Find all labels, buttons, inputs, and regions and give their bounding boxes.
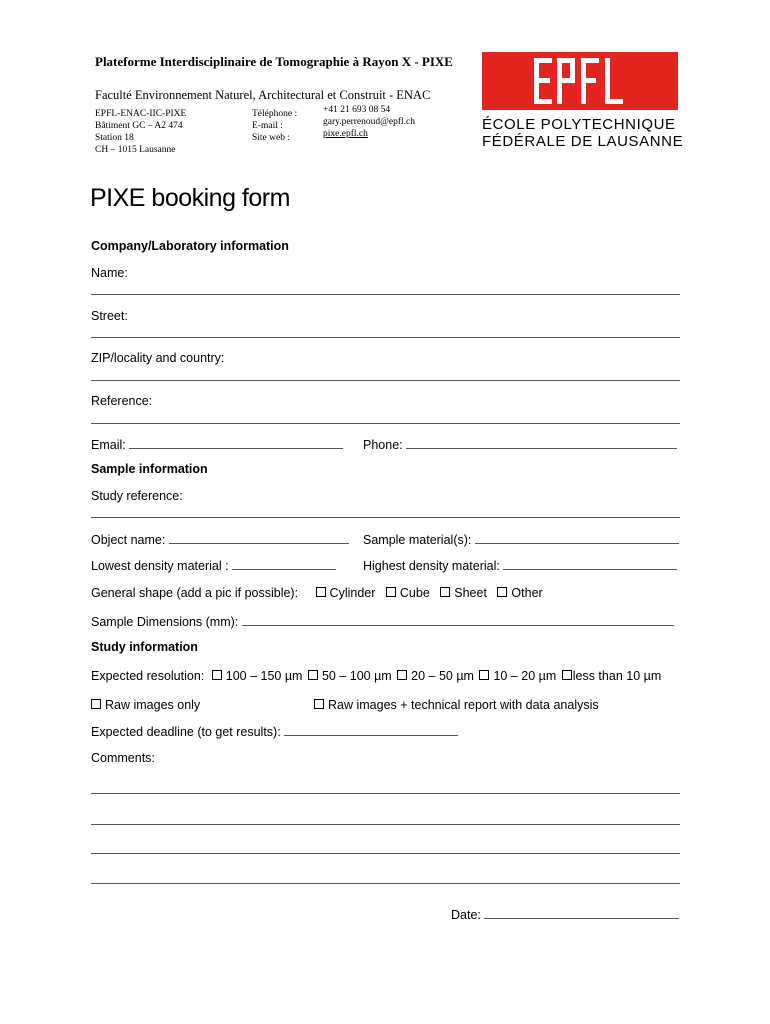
deadline-label: Expected deadline (to get results):	[91, 725, 281, 739]
epfl-logo	[482, 52, 684, 150]
website-contact-label: Site web :	[252, 133, 290, 143]
raw-report-option[interactable]: Raw images + technical report with data analysis	[314, 698, 599, 712]
shape-option-cube[interactable]: Cube	[386, 586, 437, 600]
address-line: Bâtiment GC – A2 474	[95, 121, 183, 131]
resolution-option[interactable]: 50 – 100 µm	[308, 669, 394, 683]
comments-label: Comments:	[91, 751, 155, 765]
resolution-option[interactable]: 100 – 150 µm	[212, 669, 305, 683]
company-section-heading: Company/Laboratory information	[91, 239, 289, 253]
epfl-wordmark	[532, 56, 632, 106]
website-link[interactable]: pixe.epfl.ch	[323, 129, 368, 139]
shape-option-other[interactable]: Other	[497, 586, 549, 600]
street-label: Street:	[91, 309, 128, 323]
postal-address	[95, 108, 186, 156]
study-reference-label: Study reference:	[91, 489, 183, 503]
general-shape-label: General shape (add a pic if possible):	[91, 586, 299, 600]
object-name-field[interactable]	[169, 532, 349, 544]
checkbox[interactable]	[497, 587, 507, 597]
resolution-option[interactable]: 10 – 20 µm	[479, 669, 558, 683]
resolution-label: Expected resolution:	[91, 669, 205, 683]
sample-materials-label: Sample material(s):	[363, 533, 472, 547]
comments-line[interactable]	[91, 853, 680, 854]
address-line: Station 18	[95, 133, 134, 143]
sample-materials-field[interactable]	[475, 532, 679, 544]
resolution-row	[91, 669, 661, 683]
sample-section-heading: Sample information	[91, 462, 208, 476]
name-field[interactable]	[91, 294, 680, 295]
deadline-field[interactable]	[284, 724, 458, 736]
platform-title: Plateforme Interdisciplinaire de Tomographie à Rayon X - PIXE	[95, 54, 453, 69]
faculty-name: Faculté Environnement Naturel, Architectural et Construit - ENAC	[95, 88, 431, 102]
phone-label: Phone:	[363, 438, 403, 452]
object-name-label: Object name:	[91, 533, 166, 547]
checkbox[interactable]	[308, 670, 318, 680]
email-label: Email:	[91, 438, 126, 452]
email-field[interactable]	[129, 437, 343, 449]
dimensions-label: Sample Dimensions (mm):	[91, 615, 239, 629]
dimensions-field[interactable]	[242, 614, 674, 626]
zip-field[interactable]	[91, 380, 680, 381]
raw-only-option[interactable]: Raw images only	[91, 698, 200, 712]
resolution-option[interactable]: 20 – 50 µm	[397, 669, 476, 683]
checkbox[interactable]	[316, 587, 326, 597]
email-address: gary.perrenoud@epfl.ch	[323, 117, 416, 127]
study-reference-field[interactable]	[91, 517, 680, 518]
address-line: EPFL-ENAC-IIC-PIXE	[95, 109, 187, 119]
address-line: CH – 1015 Lausanne	[95, 145, 176, 155]
date-row	[451, 907, 679, 922]
checkbox[interactable]	[386, 587, 396, 597]
page-title: PIXE booking form	[90, 184, 290, 212]
lowest-density-field[interactable]	[232, 558, 336, 570]
shape-option-cylinder[interactable]: Cylinder	[316, 586, 383, 600]
phone-number: +41 21 693 08 54	[323, 105, 391, 115]
phone-contact-label: Téléphone :	[252, 109, 298, 119]
date-field[interactable]	[484, 907, 679, 919]
zip-label: ZIP/locality and country:	[91, 351, 225, 365]
comments-line[interactable]	[91, 883, 680, 884]
checkbox[interactable]	[479, 670, 489, 680]
lowest-density-label: Lowest density material :	[91, 559, 229, 573]
general-shape-row	[91, 586, 550, 600]
highest-density-label: Highest density material:	[363, 559, 500, 573]
sample-materials-row	[363, 532, 679, 547]
contact-labels	[252, 108, 297, 144]
checkbox[interactable]	[314, 699, 324, 709]
checkbox[interactable]	[212, 670, 222, 680]
deadline-row	[91, 724, 458, 739]
email-row	[91, 437, 343, 452]
date-label: Date:	[451, 908, 481, 922]
reference-field[interactable]	[91, 423, 680, 424]
reference-label: Reference:	[91, 394, 153, 408]
study-section-heading: Study information	[91, 640, 198, 654]
email-contact-label: E-mail :	[252, 121, 283, 131]
highest-density-row	[363, 558, 677, 573]
checkbox[interactable]	[397, 670, 407, 680]
shape-option-sheet[interactable]: Sheet	[440, 586, 494, 600]
logo-line-1: ÉCOLE POLYTECHNIQUE	[482, 116, 676, 133]
contact-values	[323, 104, 415, 140]
object-name-row	[91, 532, 349, 547]
highest-density-field[interactable]	[503, 558, 677, 570]
dimensions-row	[91, 614, 674, 629]
checkbox[interactable]	[91, 699, 101, 709]
logo-line-2: FÉDÉRALE DE LAUSANNE	[482, 133, 684, 150]
comments-line[interactable]	[91, 793, 680, 794]
comments-line[interactable]	[91, 824, 680, 825]
resolution-option[interactable]: less than 10 µm	[562, 669, 662, 683]
street-field[interactable]	[91, 337, 680, 338]
checkbox[interactable]	[562, 670, 572, 680]
lowest-density-row	[91, 558, 336, 573]
name-label: Name:	[91, 266, 128, 280]
phone-field[interactable]	[406, 437, 677, 449]
phone-row	[363, 437, 677, 452]
checkbox[interactable]	[440, 587, 450, 597]
epfl-logo-mark	[482, 52, 678, 110]
